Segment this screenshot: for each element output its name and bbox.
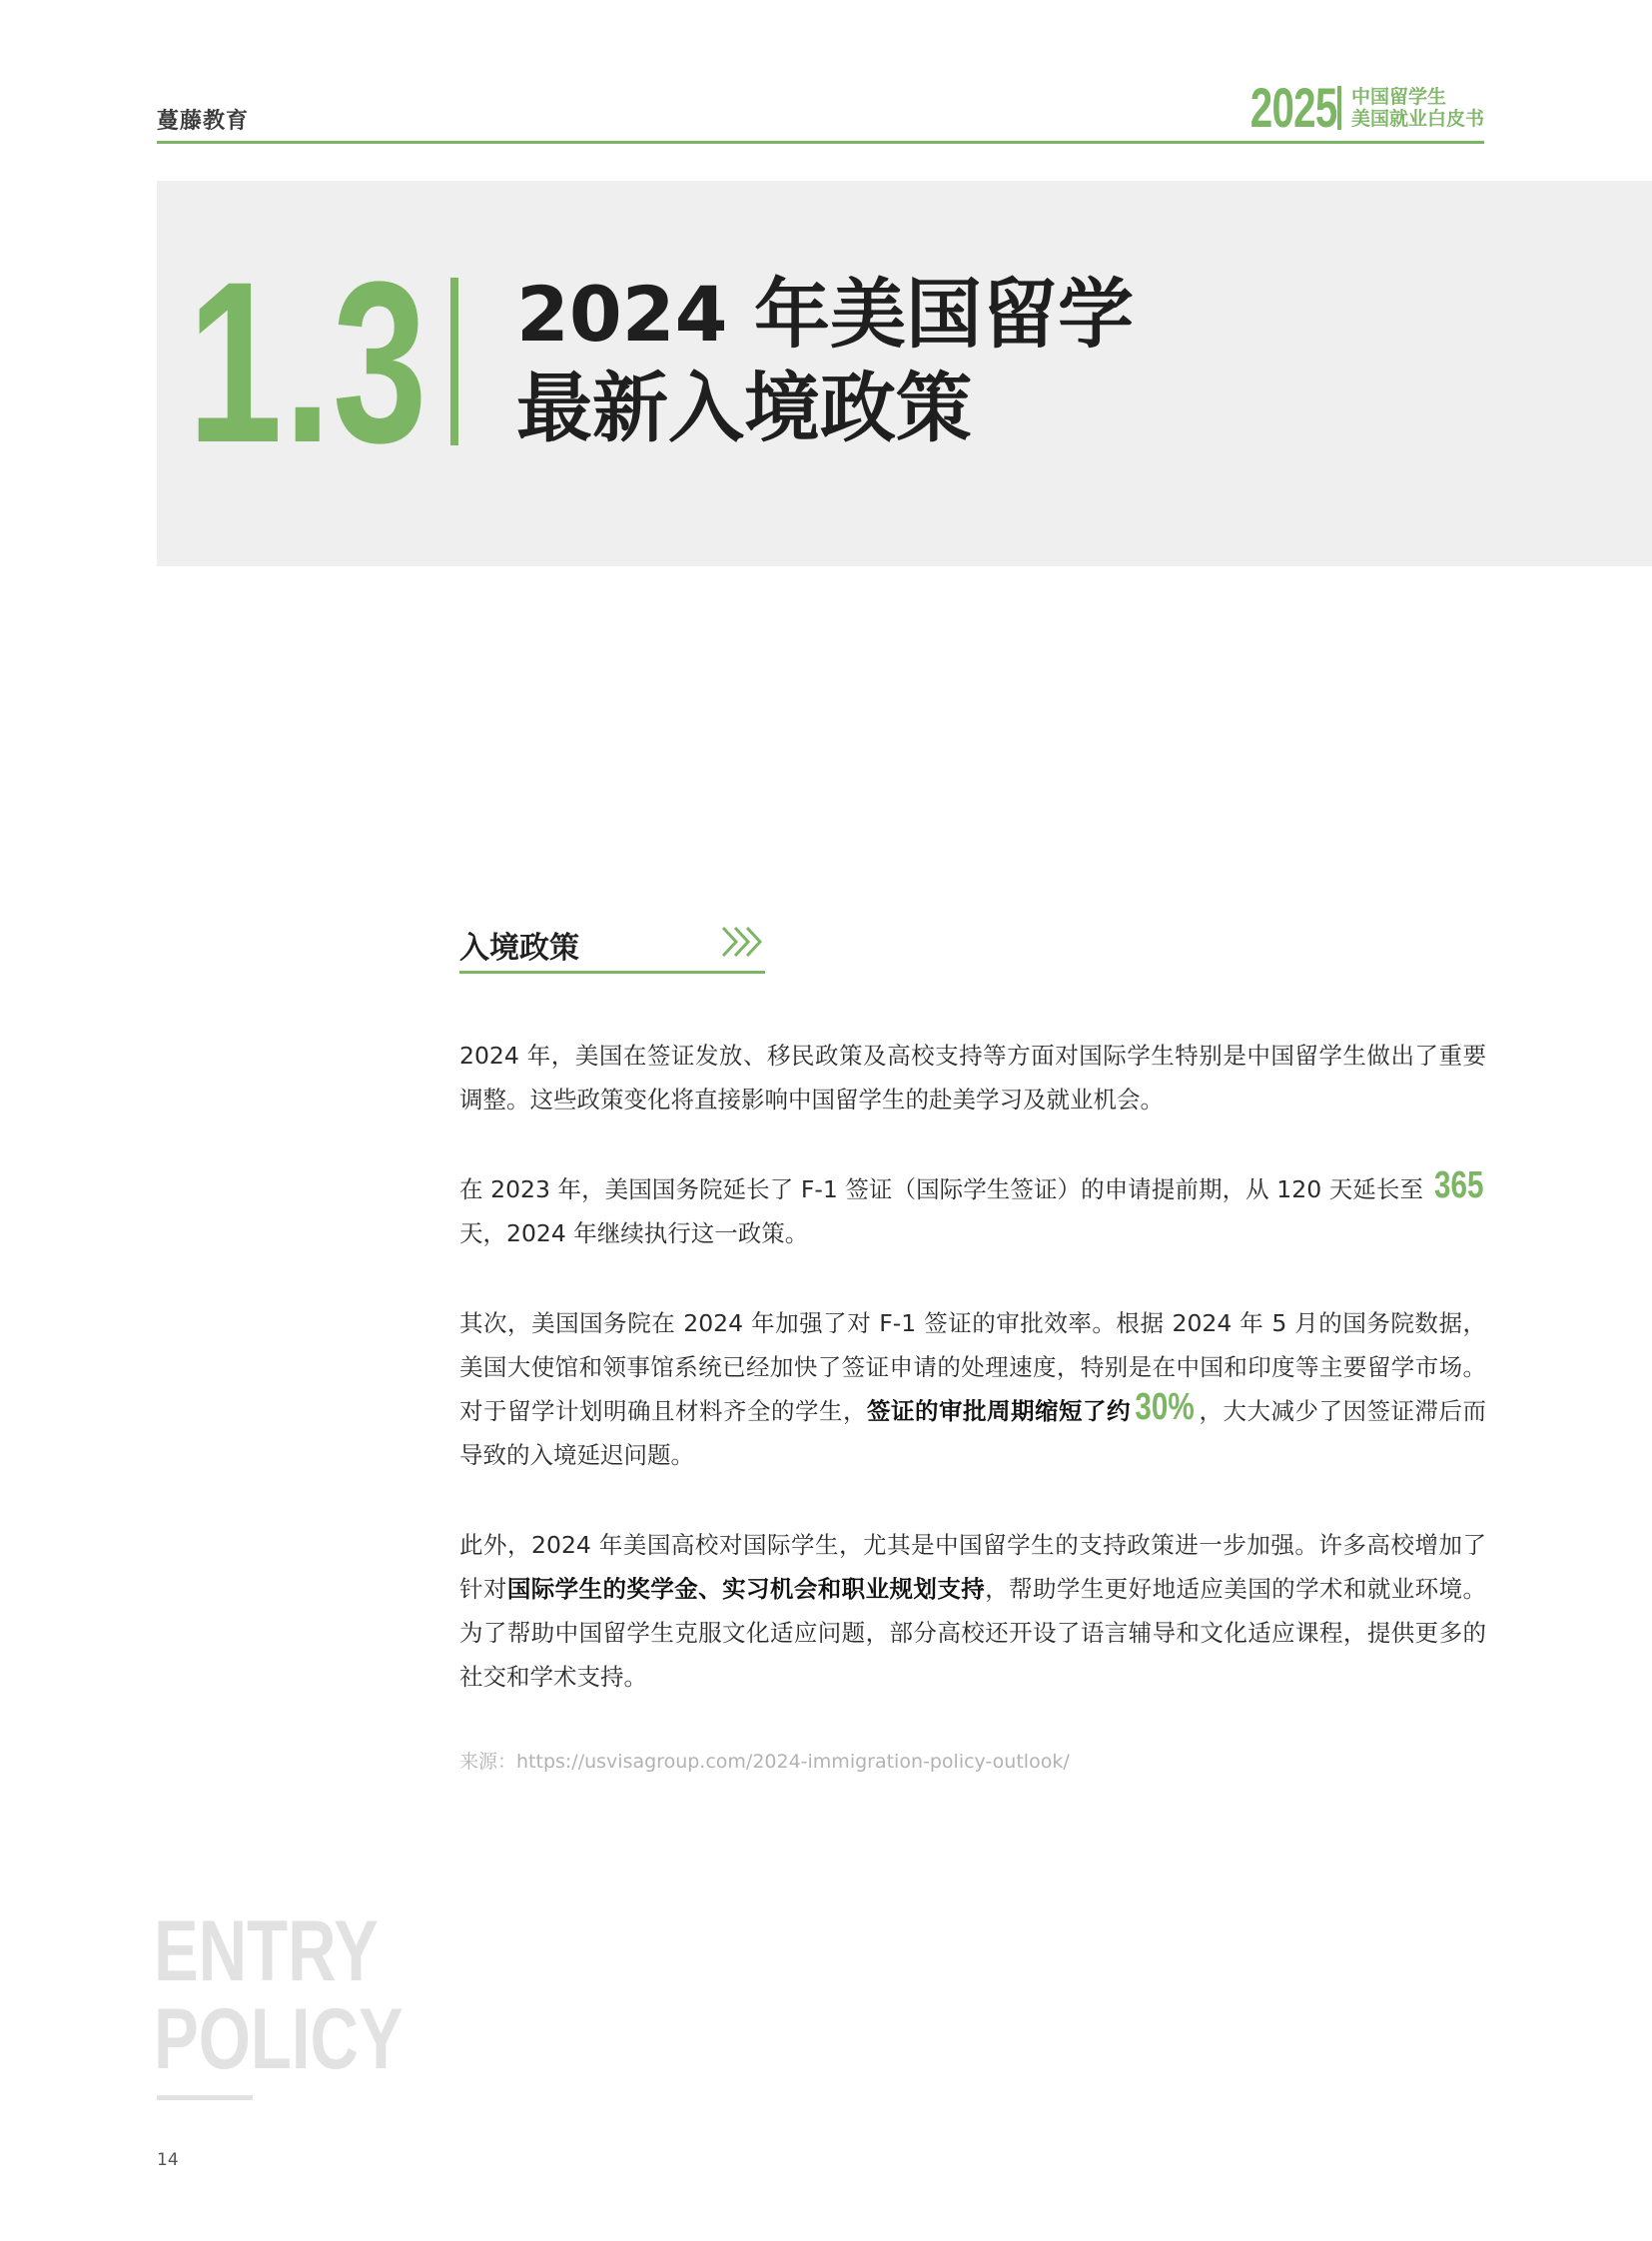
section-number: 1.3 bbox=[188, 234, 429, 490]
paragraph-4 bbox=[459, 1523, 1486, 1699]
watermark-underline bbox=[157, 2095, 253, 2100]
paragraph-4-text-b: ，帮助学生更好地适应美国的学术和就业环境。为了帮助中国留学生克服文化适应问题，部分高校还开设了语言辅导和文化适应课程，提供更多的社交和学术支持。 bbox=[459, 1575, 1487, 1691]
body-text bbox=[459, 1034, 1486, 1745]
report-year: 2025 bbox=[1250, 76, 1337, 139]
section-title-line1: 2024 年美国留学 bbox=[516, 270, 1134, 359]
watermark-line1: ENTRY bbox=[154, 1903, 379, 1999]
report-title-line2: 美国就业白皮书 bbox=[1350, 108, 1484, 130]
triple-chevron-right-icon bbox=[721, 925, 765, 959]
section-divider bbox=[450, 278, 458, 445]
paragraph-3 bbox=[459, 1301, 1486, 1477]
paragraph-3-text-b: ，大大减少了因签证滞后而导致的入境延迟问题。 bbox=[459, 1397, 1487, 1469]
highlight-number-365: 365 bbox=[1433, 1164, 1484, 1206]
section-title-line2: 最新入境政策 bbox=[516, 364, 972, 452]
header-divider bbox=[1337, 86, 1341, 130]
report-title bbox=[1351, 86, 1484, 130]
page-number: 14 bbox=[157, 2150, 179, 2170]
report-title-line1: 中国留学生 bbox=[1350, 86, 1446, 108]
background-watermark-text bbox=[154, 1903, 404, 2087]
paragraph-3-text-a: 其次，美国国务院在 2024 年加强了对 F-1 签证的审批效率。根据 2024 年 5 月的国务院数据，美国大使馆和领事馆系统已经加快了签证申请的处理速度，特别是在中国和印度等主要留学市场。对于留学计划明确且材料齐全的学生， bbox=[459, 1309, 1486, 1425]
paragraph-2-text-b: 天，2024 年继续执行这一政策。 bbox=[459, 1219, 809, 1247]
watermark-line2: POLICY bbox=[154, 1991, 404, 2087]
section-title bbox=[516, 268, 1134, 455]
paragraph-1-text: 2024 年，美国在签证发放、移民政策及高校支持等方面对国际学生特别是中国留学生做出了重要调整。这些政策变化将直接影响中国留学生的赴美学习及就业机会。 bbox=[459, 1042, 1486, 1114]
paragraph-3-bold: 签证的审批周期缩短了约 bbox=[866, 1397, 1131, 1425]
source-citation: 来源：https://usvisagroup.com/2024-immigration-policy-outlook/ bbox=[459, 1751, 1070, 1773]
subsection-underline bbox=[459, 971, 765, 974]
paragraph-1 bbox=[459, 1034, 1486, 1121]
highlight-number-30-percent: 30% bbox=[1135, 1386, 1195, 1428]
header-rule bbox=[157, 141, 1484, 144]
report-header bbox=[1217, 76, 1484, 139]
subsection-title: 入境政策 bbox=[459, 931, 579, 966]
paragraph-4-bold: 国际学生的奖学金、实习机会和职业规划支持 bbox=[506, 1575, 986, 1603]
paragraph-2 bbox=[459, 1164, 1486, 1255]
paragraph-2-text-a: 在 2023 年，美国国务院延长了 F-1 签证（国际学生签证）的申请提前期，从 120 天延长至 bbox=[459, 1175, 1431, 1203]
subsection-heading bbox=[459, 915, 765, 975]
paragraph-4-text-a: 此外，2024 年美国高校对国际学生，尤其是中国留学生的支持政策进一步加强。许多高校增加了针对 bbox=[459, 1531, 1486, 1603]
brand-name: 蔓藤教育 bbox=[157, 109, 250, 134]
